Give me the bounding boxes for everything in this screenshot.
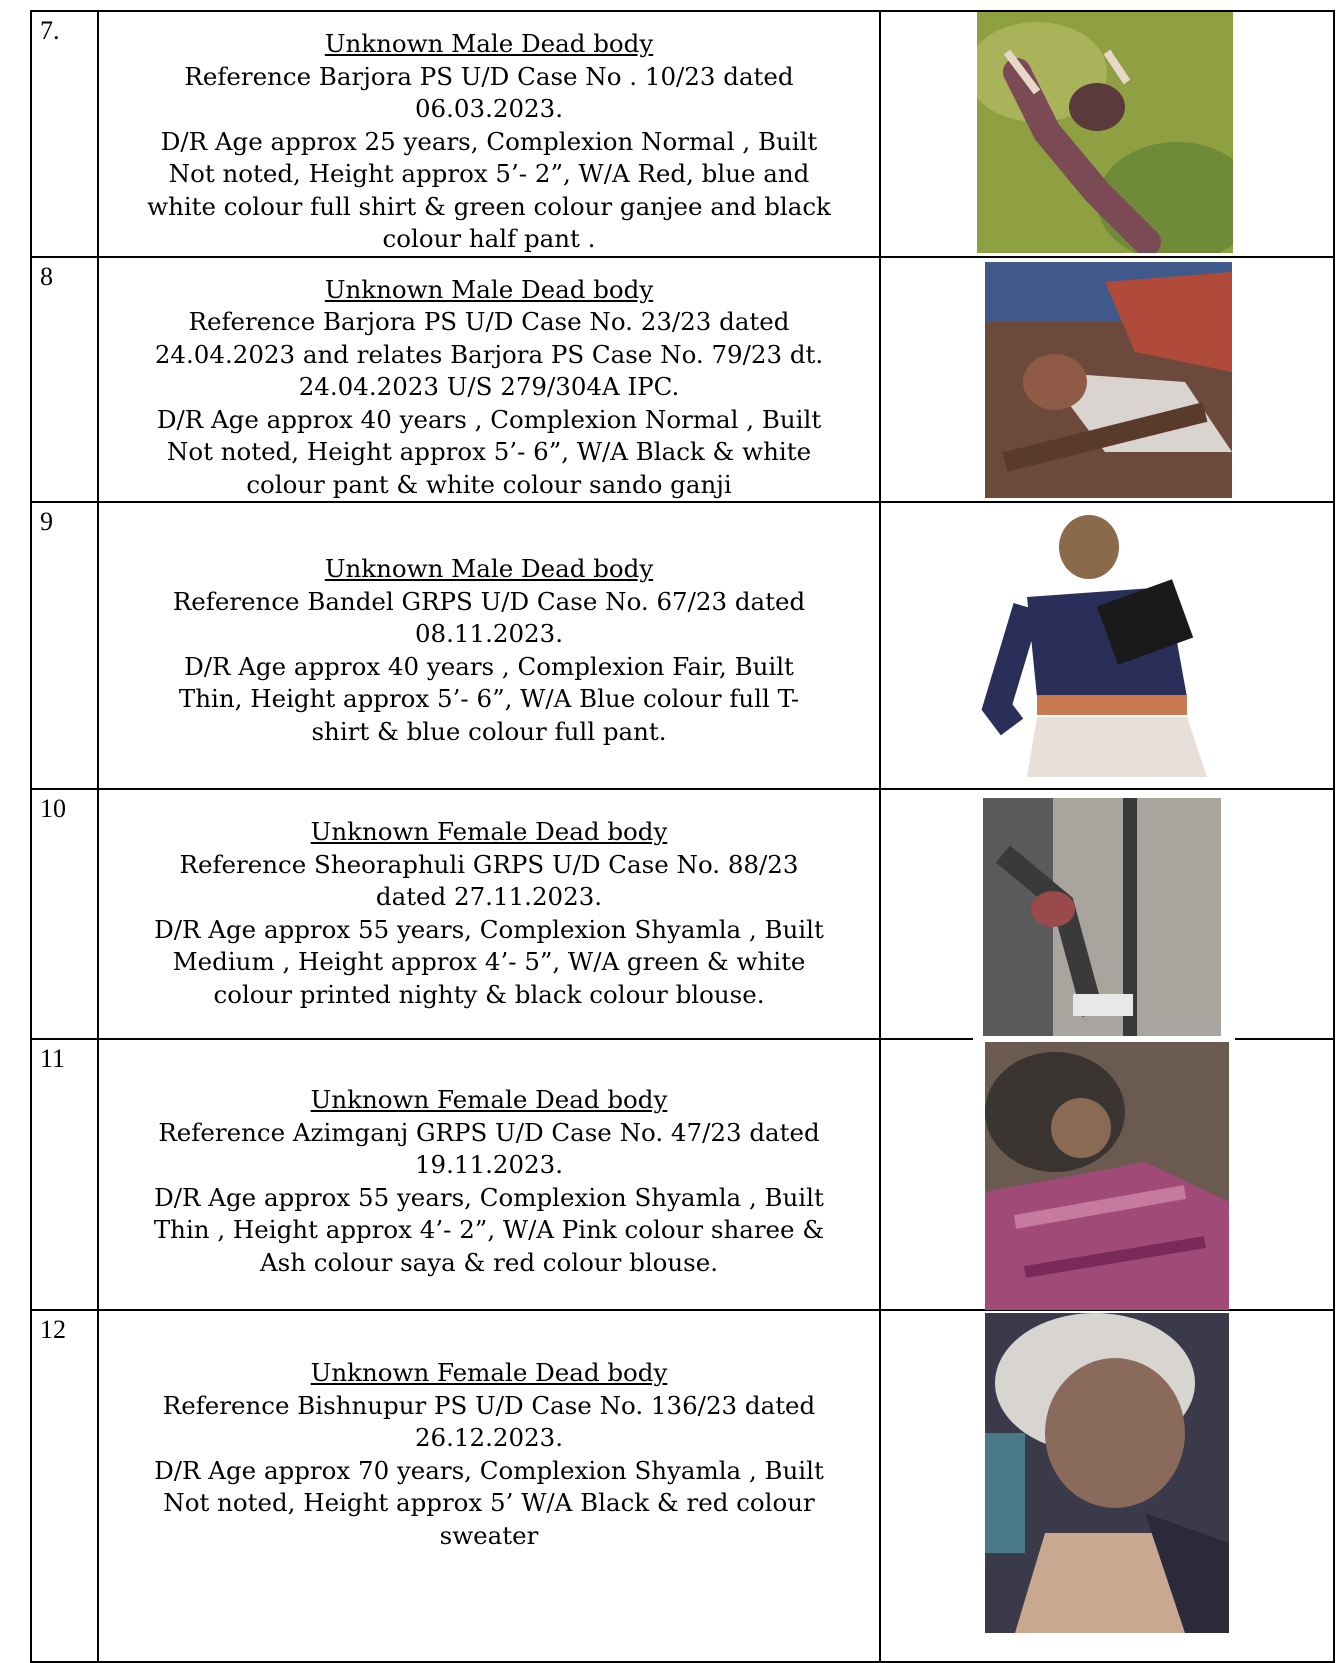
case-line: 08.11.2023. (414, 619, 564, 648)
case-line: D/R Age approx 55 years, Complexion Shyamla , Built (154, 1182, 824, 1212)
case-line: Reference Barjora PS U/D Case No . 10/23 dated (184, 61, 794, 91)
table-row (31, 502, 1334, 789)
photo-unknown-female-1 (973, 794, 1235, 1046)
case-line: Reference Azimganj GRPS U/D Case No. 47/23 dated (158, 1117, 820, 1147)
case-line: white colour full shirt & green colour ganjee and black (147, 191, 831, 221)
case-line: D/R Age approx 40 years , Complexion Fair, Built (184, 651, 794, 681)
serial-number: 11 (31, 1039, 98, 1310)
case-description (98, 11, 880, 257)
case-line: colour printed nighty & black colour blouse. (213, 979, 765, 1009)
table-row (31, 11, 1334, 257)
case-line: Ash colour saya & red colour blouse. (259, 1247, 719, 1277)
case-line: Not noted, Height approx 5’- 2”, W/A Red, blue and (168, 159, 810, 188)
case-line: Medium , Height approx 4’- 5”, W/A green & white (172, 947, 806, 976)
case-line: colour pant & white colour sando ganji (246, 469, 732, 499)
photo-cell (880, 1310, 1334, 1662)
photo-cell (880, 789, 1334, 1039)
table-row (31, 1310, 1334, 1662)
case-line: Reference Bishnupur PS U/D Case No. 136/23 dated (162, 1390, 816, 1420)
case-line: colour half pant . (382, 224, 596, 253)
case-line: D/R Age approx 70 years, Complexion Shyamla , Built (154, 1455, 824, 1485)
table-row (31, 789, 1334, 1039)
case-line: sweater (439, 1520, 539, 1550)
serial-number: 9 (31, 502, 98, 789)
case-heading: Unknown Male Dead body (324, 274, 654, 304)
case-line: 24.04.2023 U/S 279/304A IPC. (298, 372, 680, 401)
case-line: dated 27.11.2023. (375, 882, 603, 911)
case-description (98, 257, 880, 503)
case-heading: Unknown Male Dead body (324, 554, 654, 583)
case-line: Reference Bandel GRPS U/D Case No. 67/23 dated (172, 586, 806, 616)
case-line: Reference Barjora PS U/D Case No. 23/23 dated (188, 307, 790, 336)
table-row (31, 257, 1334, 503)
case-description (98, 1310, 880, 1662)
case-heading: Unknown Male Dead body (324, 29, 654, 58)
case-line: 24.04.2023 and relates Barjora PS Case No. 79/23 dt. (154, 339, 824, 369)
case-heading: Unknown Female Dead body (310, 817, 668, 846)
serial-number: 12 (31, 1310, 98, 1662)
photo-unknown-male-2 (985, 262, 1232, 498)
serial-number: 10 (31, 789, 98, 1039)
serial-number: 8 (31, 257, 98, 503)
photo-cell (880, 1039, 1334, 1310)
photo-cell (880, 11, 1334, 257)
case-line: Not noted, Height approx 5’ W/A Black & red colour (163, 1488, 815, 1517)
photo-unknown-female-3 (985, 1313, 1229, 1633)
case-line: shirt & blue colour full pant. (311, 716, 667, 746)
case-line: Not noted, Height approx 5’- 6”, W/A Black & white (166, 437, 812, 466)
serial-number: 7. (31, 11, 98, 257)
case-line: D/R Age approx 25 years, Complexion Normal , Built (160, 126, 818, 156)
case-line: Thin, Height approx 5’- 6”, W/A Blue colour full T- (178, 684, 800, 713)
case-line: 19.11.2023. (414, 1150, 564, 1179)
case-line: Reference Sheoraphuli GRPS U/D Case No. 88/23 (179, 849, 799, 879)
photo-cell (880, 257, 1334, 503)
photo-unknown-male-1 (977, 12, 1233, 253)
case-line: D/R Age approx 55 years, Complexion Shyamla , Built (154, 914, 824, 944)
unidentified-bodies-table (30, 10, 1335, 1663)
case-line: D/R Age approx 40 years , Complexion Normal , Built (156, 404, 822, 434)
case-description (98, 1039, 880, 1310)
case-line: 26.12.2023. (414, 1423, 564, 1452)
photo-unknown-female-2 (985, 1042, 1229, 1310)
case-line: Thin , Height approx 4’- 2”, W/A Pink colour sharee & (153, 1215, 825, 1244)
table-row (31, 1039, 1334, 1310)
case-description (98, 502, 880, 789)
photo-cell (880, 502, 1334, 789)
case-heading: Unknown Female Dead body (310, 1085, 668, 1114)
photo-unknown-male-3 (977, 507, 1233, 787)
case-heading: Unknown Female Dead body (310, 1358, 668, 1387)
case-description (98, 789, 880, 1039)
case-line: 06.03.2023. (414, 94, 564, 123)
